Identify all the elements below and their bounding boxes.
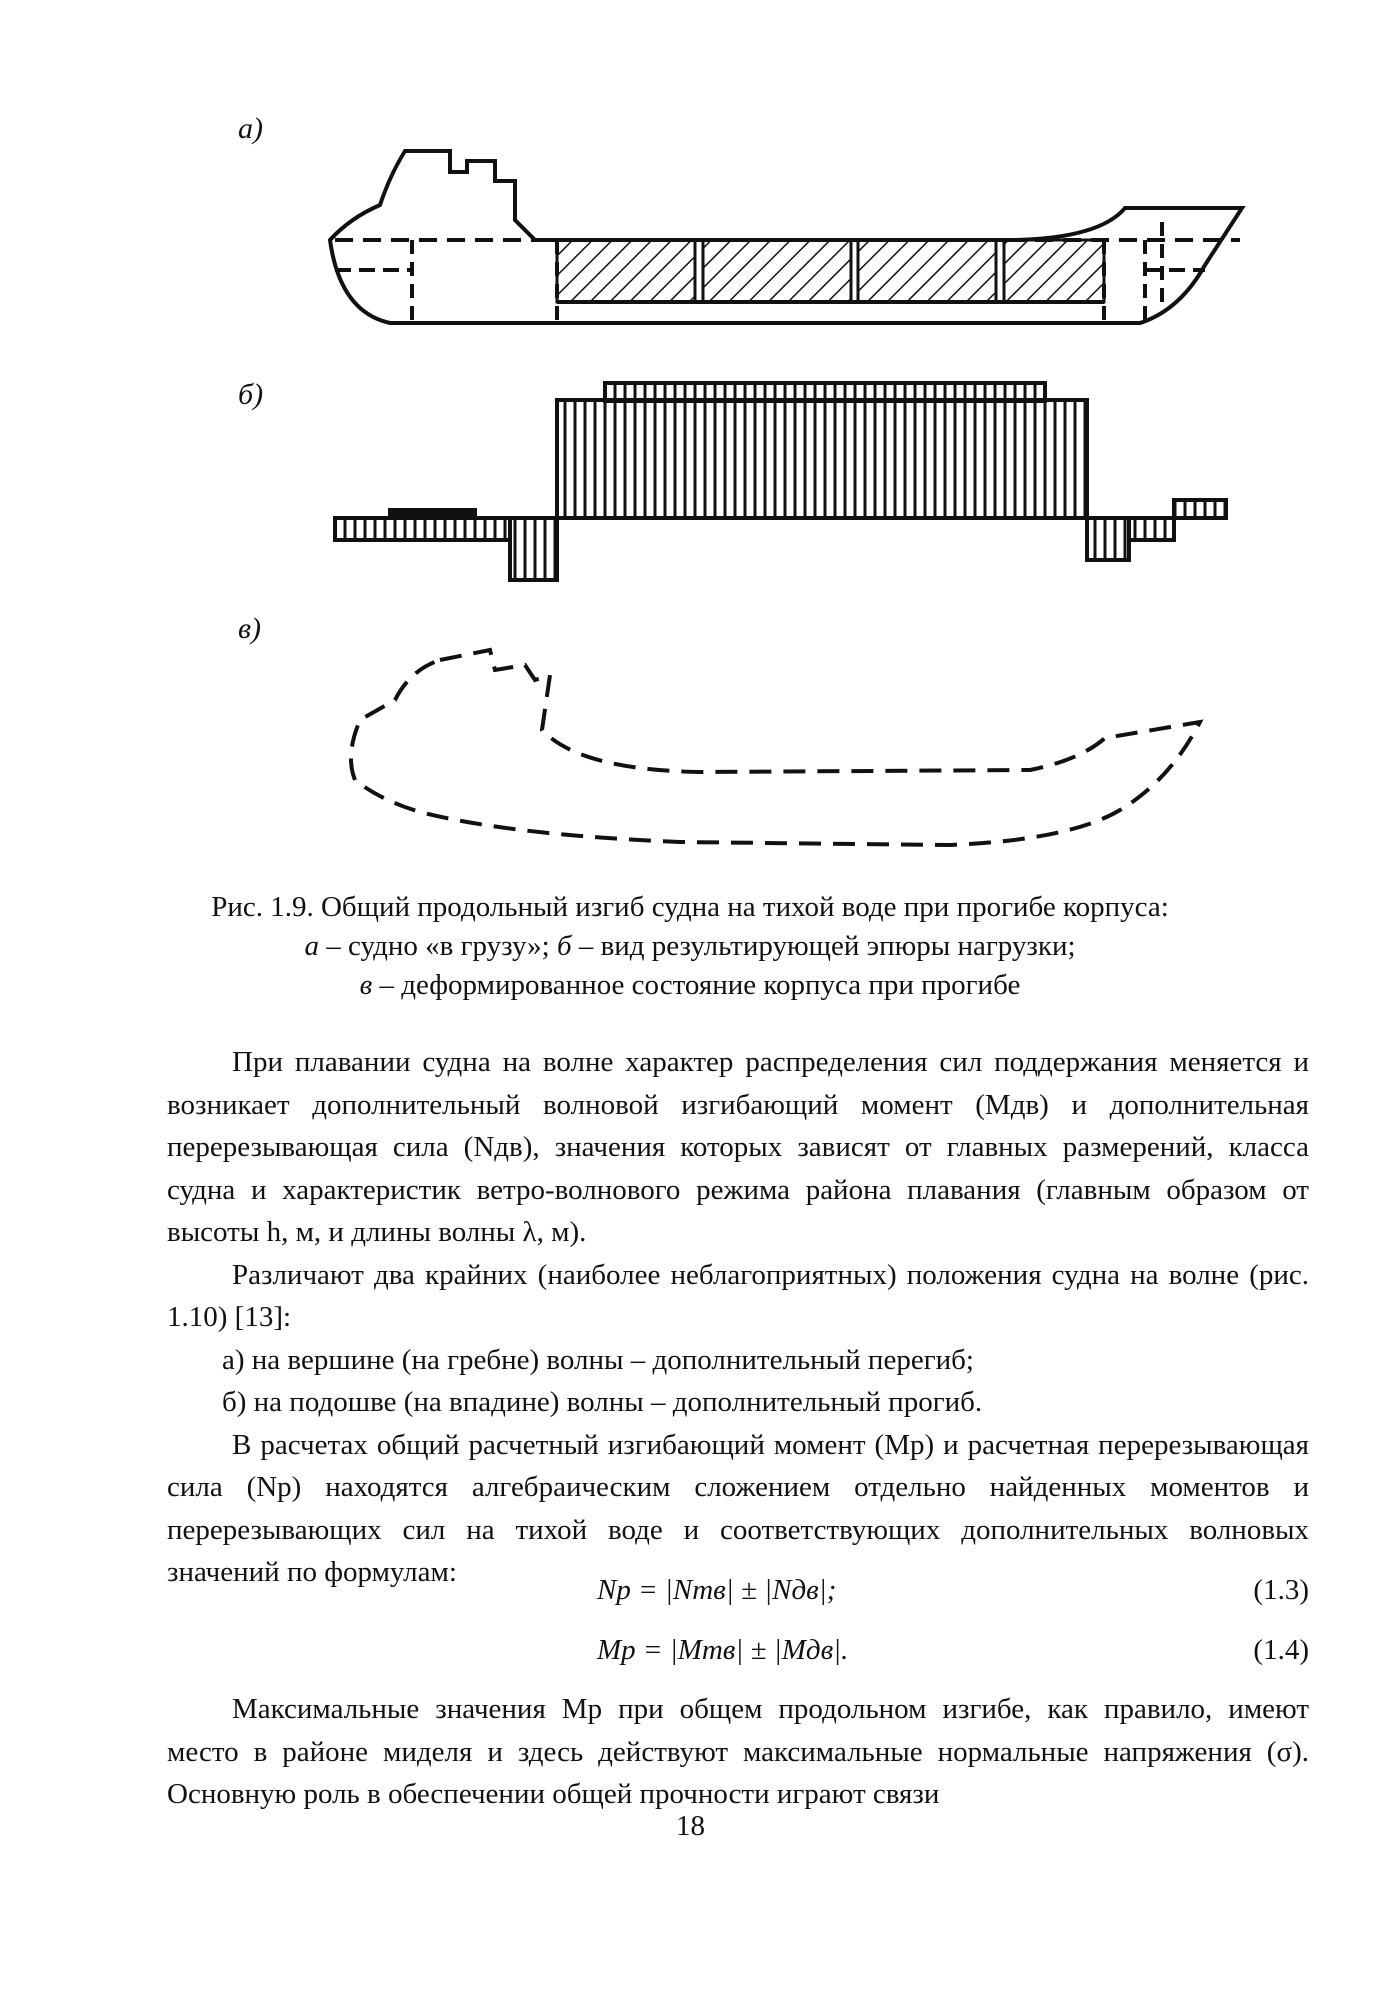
- body-text-block-2: [167, 1688, 1309, 1816]
- equation-number: (1.3): [1253, 1574, 1309, 1606]
- caption-line-1: Рис. 1.9. Общий продольный изгиб судна на тихой воде при прогибе корпуса:: [211, 891, 1169, 923]
- equation-formula: Mр = |Mтв| ± |Mдв|.: [597, 1634, 849, 1666]
- list-item-trough: б) на подошве (на впадине) волны – дополнительный прогиб.: [222, 1386, 983, 1418]
- equation-formula: Nр = |Nтв| ± |Nдв|;: [597, 1574, 837, 1606]
- load-diagram: [335, 383, 1226, 580]
- page-number: 18: [676, 1810, 705, 1842]
- figure-label-a: а): [238, 112, 263, 145]
- figure-label-b: б): [238, 378, 264, 411]
- paragraph-calculation: В расчетах общий расчетный изгибающий момент (Mр) и расчетная перерезывающая сила (Nр) находятся алгебраическим сложением отдельно найденных моментов и перерезывающих сил на тихой воде и соответствующих дополнительных волновых значений по формулам:: [167, 1428, 1309, 1588]
- caption-line-3: в – деформированное состояние корпуса при прогибе: [359, 969, 1021, 1001]
- cargo-holds: [557, 240, 1104, 323]
- equation-number: (1.4): [1253, 1634, 1309, 1666]
- figure-caption: [120, 888, 1260, 1005]
- paragraph-wave-bending: При плавании судна на волне характер распределения сил поддержания меняется и возникает дополнительный волновой изгибающий момент (Mдв) и дополнительная перерезывающая сила (Nдв), значения которых зависят от главных размерений, класса судна и характеристик ветро-волнового режима района плавания (главным образом от высоты h, м, и длины волны λ, м).: [167, 1046, 1309, 1248]
- caption-line-2: а – судно «в грузу»; б – вид результирующей эпюры нагрузки;: [304, 930, 1076, 962]
- equation-1-4: [167, 1630, 1309, 1674]
- deformed-hull-drawing: [351, 650, 1200, 845]
- equation-1-3: [167, 1570, 1309, 1614]
- paragraph-two-positions: Различают два крайних (наиболее неблагоприятных) положения судна на волне (рис. 1.10) [13]:: [167, 1258, 1309, 1333]
- paragraph-maximum-values: Максимальные значения Mр при общем продольном изгибе, как правило, имеют место в районе миделя и здесь действуют максимальные нормальные напряжения (σ). Основную роль в обеспечении общей прочности играют связи: [167, 1693, 1309, 1810]
- body-text-block-1: [167, 1041, 1309, 1594]
- list-item-crest: а) на вершине (на гребне) волны – дополнительный перегиб;: [222, 1343, 974, 1376]
- figure-label-v: в): [238, 612, 262, 645]
- figure-drawing: [0, 0, 1381, 880]
